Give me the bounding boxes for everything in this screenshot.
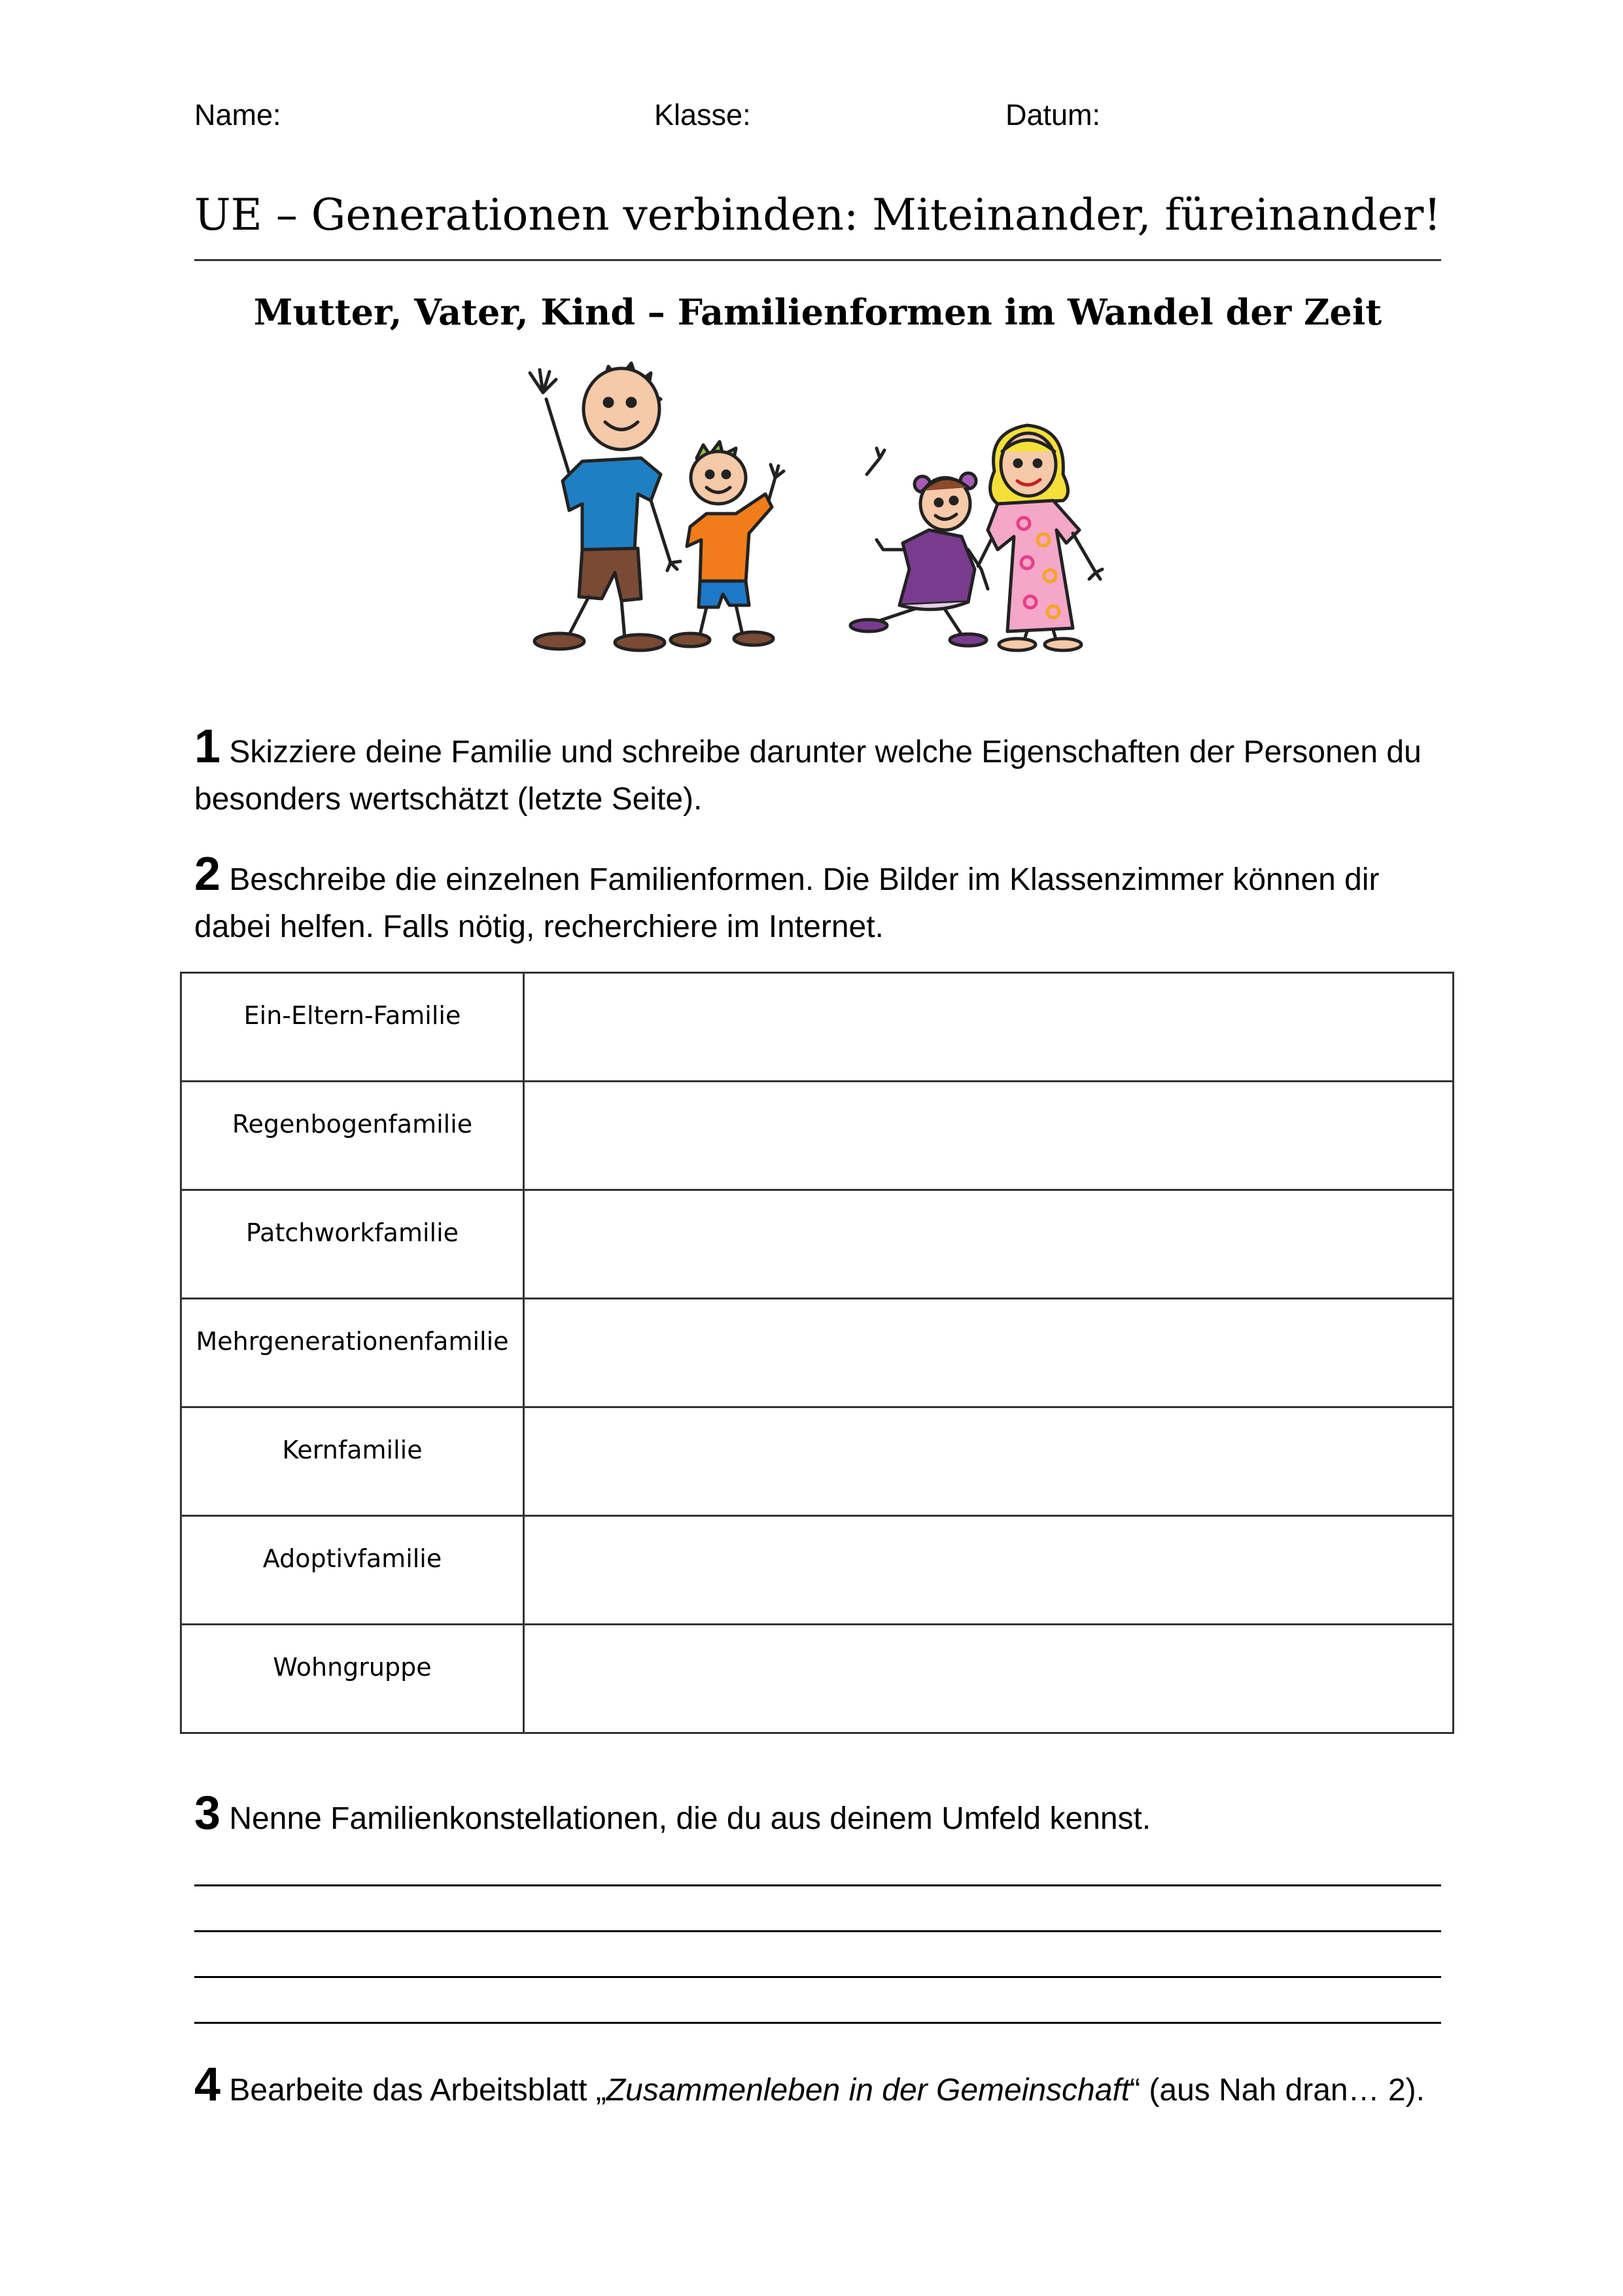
answer-line[interactable] <box>194 1884 1441 1886</box>
answer-line[interactable] <box>194 1976 1441 1978</box>
task-4-text-end: “ (aus Nah dran… 2). <box>1130 2073 1425 2108</box>
family-form-label: Ein-Eltern-Familie <box>181 973 524 1082</box>
table-row <box>181 1190 1454 1299</box>
worksheet-title: Zusammenleben in der Gemeinschaft <box>606 2073 1130 2108</box>
girl-figure <box>850 448 988 646</box>
family-form-label: Wohngruppe <box>181 1625 524 1733</box>
boy-figure <box>667 442 784 646</box>
task-3-text: Nenne Familienkonstellationen, die du aus deinem Umfeld kennst. <box>229 1801 1151 1836</box>
task-1 <box>194 720 1441 823</box>
task-4 <box>194 2058 1441 2114</box>
page-title: UE – Generationen verbinden: Miteinander, füreinander! <box>194 190 1441 240</box>
family-forms-table <box>180 972 1454 1734</box>
task-3 <box>194 1787 1441 1843</box>
family-illustration <box>510 353 1151 667</box>
table-row <box>181 973 1454 1082</box>
answer-line[interactable] <box>194 1930 1441 1932</box>
task-1-number: 1 <box>194 720 221 773</box>
answer-cell[interactable] <box>524 1407 1454 1516</box>
family-form-label: Patchworkfamilie <box>181 1190 524 1299</box>
page-subtitle: Mutter, Vater, Kind – Familienformen im Wandel der Zeit <box>253 291 1382 333</box>
task-4-text-start: Bearbeite das Arbeitsblatt „ <box>229 2073 606 2108</box>
family-form-label: Kernfamilie <box>181 1407 524 1516</box>
answer-line[interactable] <box>194 2022 1441 2024</box>
name-label: Name: <box>194 98 281 132</box>
task-2-number: 2 <box>194 848 221 900</box>
answer-cell[interactable] <box>524 1625 1454 1733</box>
answer-cell[interactable] <box>524 973 1454 1082</box>
table-row <box>181 1625 1454 1733</box>
answer-cell[interactable] <box>524 1190 1454 1299</box>
answer-cell[interactable] <box>524 1516 1454 1625</box>
klasse-label: Klasse: <box>654 98 751 132</box>
answer-cell[interactable] <box>524 1299 1454 1407</box>
datum-label: Datum: <box>1005 98 1101 132</box>
table-row <box>181 1082 1454 1190</box>
family-form-label: Adoptivfamilie <box>181 1516 524 1625</box>
title-divider <box>194 259 1441 261</box>
table-row <box>181 1299 1454 1407</box>
task-3-number: 3 <box>194 1787 221 1839</box>
table-row <box>181 1516 1454 1625</box>
table-row <box>181 1407 1454 1516</box>
task-4-number: 4 <box>194 2058 221 2111</box>
task-2 <box>194 848 1441 951</box>
mom-figure <box>978 425 1102 650</box>
answer-cell[interactable] <box>524 1082 1454 1190</box>
family-form-label: Regenbogenfamilie <box>181 1082 524 1190</box>
family-form-label: Mehrgenerationenfamilie <box>181 1299 524 1407</box>
dad-figure <box>530 363 671 650</box>
task-1-text: Skizziere deine Familie und schreibe darunter welche Eigenschaften der Personen du besonders wertschätzt (letzte Seite). <box>194 735 1422 817</box>
task-2-text: Beschreibe die einzelnen Familienformen. Die Bilder im Klassenzimmer können dir dabei helfen. Falls nötig, recherchiere im Internet. <box>194 862 1380 944</box>
